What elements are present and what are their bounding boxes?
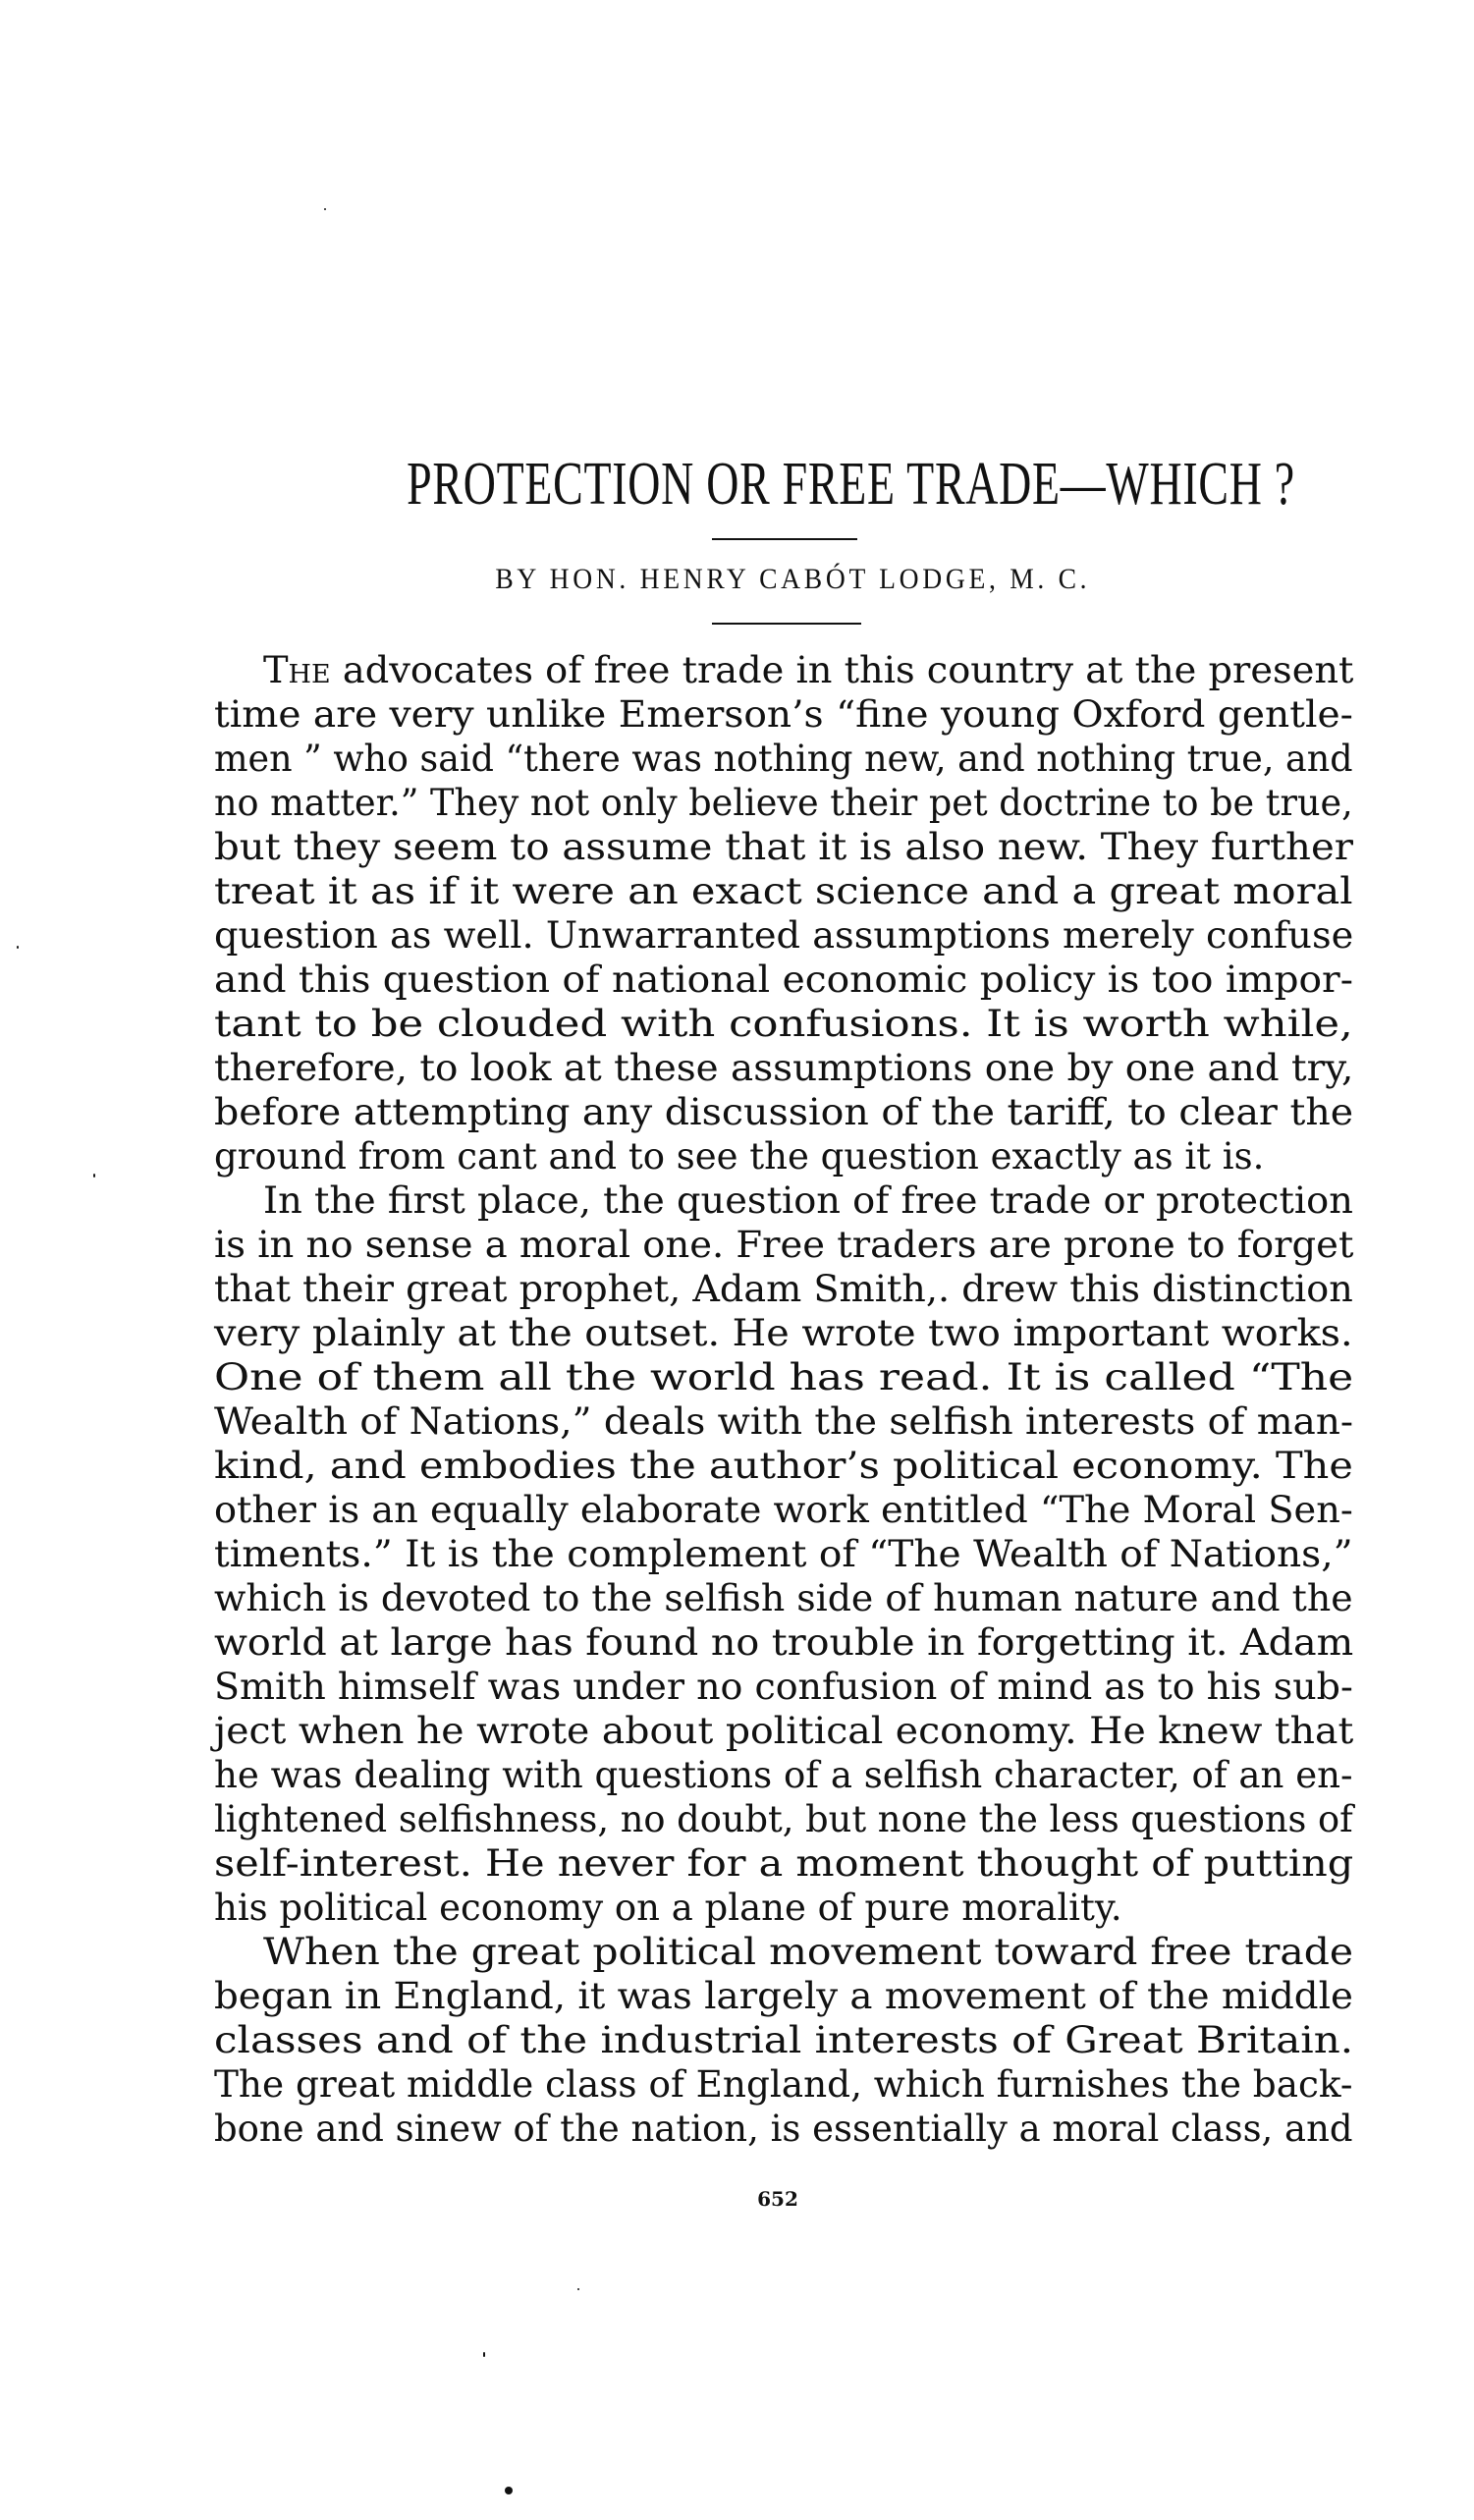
paragraph-2-line-17 — [214, 1886, 1353, 1930]
byline-divider-rule — [712, 623, 861, 625]
line-text: In the first place, the question of free trade or protection — [263, 1179, 1353, 1222]
scan-speck — [93, 1174, 95, 1178]
title-divider-rule — [712, 538, 857, 540]
line-text: ject when he wrote about political economy. He knew that — [214, 1710, 1354, 1752]
line-text: but they seem to assume that it is also new. They further — [214, 826, 1353, 868]
line-text: timents.” It is the complement of “The Wealth of Nations,” — [214, 1533, 1353, 1575]
paragraph-2-line-12 — [214, 1665, 1353, 1709]
paragraph-1-line-12 — [214, 1134, 1353, 1178]
line-text: advocates of free trade in this country at the present — [330, 649, 1354, 691]
paragraph-3-line-5 — [214, 2107, 1353, 2151]
line-text: other is an equally elaborate work entitled “The Moral Sen- — [214, 1489, 1353, 1531]
line-text: before attempting any discussion of the tariff, to clear the — [214, 1091, 1354, 1133]
line-text: treat it as if it were an exact science and a great moral — [214, 870, 1353, 912]
paragraph-1-line-8 — [214, 958, 1353, 1002]
line-text: question as well. Unwarranted assumptions merely confuse — [214, 914, 1354, 957]
line-text: When the great political movement toward free trade — [263, 1931, 1354, 1973]
scan-speck — [483, 2352, 485, 2357]
scan-speck — [324, 208, 326, 210]
paragraph-1-line-11 — [214, 1090, 1353, 1134]
scan-speck — [17, 946, 19, 949]
paragraph-1-line-3 — [214, 737, 1353, 781]
line-text: time are very unlike Emerson’s “fine young Oxford gentle- — [214, 693, 1353, 736]
line-text: no matter.” They not only believe their pet doctrine to be true, — [214, 782, 1353, 824]
paragraph-1-line-5 — [214, 825, 1353, 869]
paragraph-2-line-1 — [263, 1178, 1353, 1223]
author-byline — [418, 564, 1167, 595]
paragraph-2-line-13 — [214, 1709, 1353, 1753]
line-text: men ” who said “there was nothing new, and nothing true, and — [214, 738, 1353, 780]
paragraph-1-line-1 — [263, 648, 1353, 692]
line-text: began in England, it was largely a movement of the middle — [214, 1975, 1353, 2017]
paragraph-2-line-15 — [214, 1797, 1353, 1841]
line-text: his political economy on a plane of pure morality. — [214, 1887, 1122, 1929]
line-text: self-interest. He never for a moment thought of putting — [214, 1842, 1354, 1885]
author-byline-text: BY HON. HENRY CABÓT LODGE, M. C. — [495, 563, 1090, 595]
line-text: classes and of the industrial interests of Great Britain. — [214, 2019, 1354, 2061]
paragraph-1-line-10 — [214, 1046, 1353, 1090]
lead-smallcaps: The — [263, 649, 331, 691]
scan-speck — [577, 2288, 579, 2290]
line-text: which is devoted to the selfish side of human nature and the — [214, 1577, 1353, 1619]
paragraph-1-line-6 — [214, 869, 1353, 913]
line-text: he was dealing with questions of a selfish character, of an en- — [214, 1754, 1353, 1796]
line-text: therefore, to look at these assumptions one by one and try, — [214, 1047, 1354, 1089]
paragraph-2-line-7 — [214, 1444, 1353, 1488]
paragraph-2-line-2 — [214, 1223, 1353, 1267]
article-title — [275, 451, 1295, 518]
paragraph-2-line-11 — [214, 1620, 1353, 1665]
paragraph-1-line-4 — [214, 781, 1353, 825]
paragraph-2-line-3 — [214, 1267, 1353, 1311]
line-text: Smith himself was under no confusion of mind as to his sub- — [214, 1666, 1353, 1708]
line-text: lightened selfishness, no doubt, but none the less questions of — [214, 1798, 1353, 1840]
line-text: world at large has found no trouble in forgetting it. Adam — [214, 1621, 1354, 1664]
paragraph-2-line-6 — [214, 1399, 1353, 1444]
page-number: 652 — [757, 2187, 798, 2211]
line-text: that their great prophet, Adam Smith,. drew this distinction — [214, 1268, 1353, 1310]
paragraph-2-line-10 — [214, 1576, 1353, 1620]
paragraph-1-line-7 — [214, 913, 1353, 958]
line-text: The great middle class of England, which furnishes the back- — [214, 2063, 1353, 2106]
paragraph-2-line-5 — [214, 1355, 1353, 1399]
line-text: very plainly at the outset. He wrote two important works. — [214, 1312, 1353, 1354]
line-text: Wealth of Nations,” deals with the selfish interests of man- — [214, 1400, 1354, 1443]
paragraph-3-line-4 — [214, 2062, 1353, 2107]
paragraph-2-line-4 — [214, 1311, 1353, 1355]
paragraph-1-line-9 — [214, 1002, 1353, 1046]
paragraph-3-line-2 — [214, 1974, 1353, 2018]
line-text: kind, and embodies the author’s political economy. The — [214, 1445, 1353, 1487]
line-text: is in no sense a moral one. Free traders are prone to forget — [214, 1224, 1354, 1266]
line-text: and this question of national economic policy is too impor- — [214, 959, 1353, 1001]
scan-speck — [505, 2487, 513, 2494]
line-text: One of them all the world has read. It is called “The — [214, 1356, 1354, 1398]
paragraph-2-line-14 — [214, 1753, 1353, 1797]
paragraph-2-line-16 — [214, 1841, 1353, 1886]
line-text: bone and sinew of the nation, is essentially a moral class, and — [214, 2108, 1353, 2150]
line-text: ground from cant and to see the question exactly as it is. — [214, 1135, 1265, 1178]
article-title-text: PROTECTION OR FREE TRADE—WHICH ? — [407, 451, 1295, 518]
paragraph-3-line-3 — [214, 2018, 1353, 2062]
paragraph-1-line-2 — [214, 692, 1353, 737]
line-text: tant to be clouded with confusions. It is worth while, — [214, 1003, 1353, 1045]
paragraph-3-line-1 — [263, 1930, 1353, 1974]
paragraph-2-line-9 — [214, 1532, 1353, 1576]
paragraph-2-line-8 — [214, 1488, 1353, 1532]
